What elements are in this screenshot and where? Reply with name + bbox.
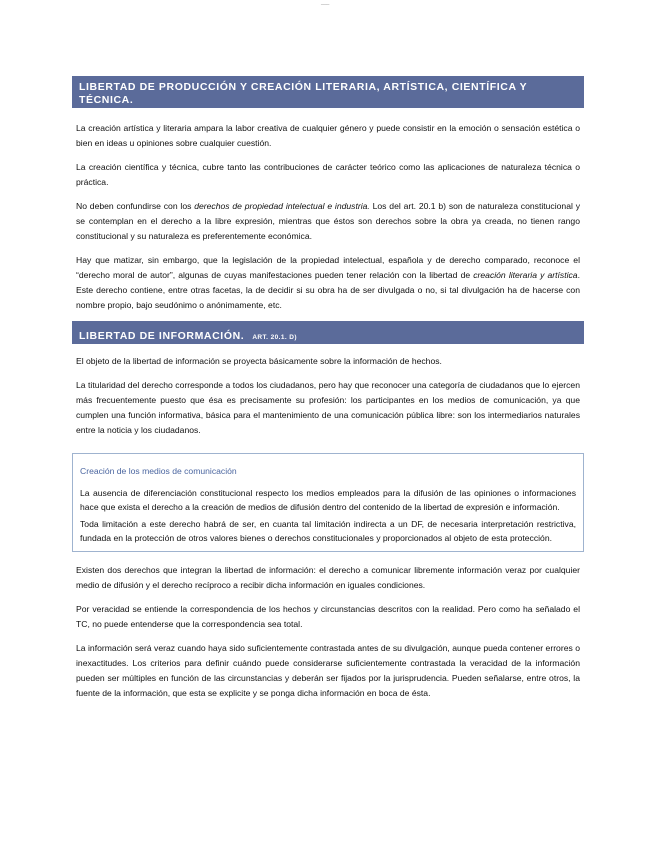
paragraph: Hay que matizar, sin embargo, que la legislación de la propiedad intelectual, española y de derecho comparado, reconoce el “derecho moral de autor”, algunas de cuyas manifestaciones pueden tener relación con la libertad de creación literaria y artística. Este derecho contiene, entre otras facetas, la de decidir si su obra ha de ser divulgada o no, si tal divulgación ha de hacerse con nombre propio, bajo seudónimo o anónimamente, etc. bbox=[76, 255, 580, 310]
paragraph: La información será veraz cuando haya sido suficientemente contrastada antes de su divulgación, aunque pueda contener errores o inexactitudes. Los criterios para definir cuándo puede considerarse suficientemente contrastada la veracidad de la información pueden ser múltiples en función de las circunstancias y deberán ser fijados por la jurisprudencia. Pueden señalarse, entre otros, la fuente de la información, que esta se explicite y se ponga dicha información en boca de ésta. bbox=[76, 643, 580, 698]
paragraph: La creación artística y literaria ampara la labor creativa de cualquier género y puede consistir en la emoción o sensación estética o bien en ideas u opiniones sobre cualquier cuestión. bbox=[76, 123, 580, 148]
box-title: Creación de los medios de comunicación bbox=[80, 466, 237, 476]
paragraph: Por veracidad se entiende la correspondencia de los hechos y circunstancias descritos con la realidad. Pero como ha señalado el TC, no puede entenderse que la correspondencia sea total. bbox=[76, 604, 580, 629]
paragraph: Existen dos derechos que integran la libertad de información: el derecho a comunicar libremente información veraz por cualquier medio de difusión y el derecho recíproco a recibir dicha información en iguales condiciones. bbox=[76, 565, 580, 590]
sidebar-box bbox=[72, 453, 584, 552]
section-title: LIBERTAD DE PRODUCCIÓN Y CREACIÓN LITERARIA, ARTÍSTICA, CIENTÍFICA Y TÉCNICA. bbox=[79, 81, 527, 106]
paragraph: El objeto de la libertad de información se proyecta básicamente sobre la información de hechos. bbox=[76, 356, 442, 366]
emphasis: creación literaria y artística bbox=[473, 270, 578, 280]
emphasis: derechos de propiedad intelectual e industria. bbox=[194, 201, 370, 211]
paragraph: La titularidad del derecho corresponde a todos los ciudadanos, pero hay que reconocer una categoría de ciudadanos que lo ejercen más frecuentemente puesto que ésa es precisamente su profesión: los participantes en los medios de comunicación, ya que cumplen una función informativa, básica para el mantenimiento de una comunicación pública libre: son los intermediarios naturales entre la noticia y los ciudadanos. bbox=[76, 380, 580, 435]
paragraph: La ausencia de diferenciación constitucional respecto los medios empleados para la difusión de las opiniones o informaciones hace que exista el derecho a la creación de medios de difusión dentro del contenido de la libertad de expresión e información. bbox=[80, 488, 576, 512]
section-title: LIBERTAD DE INFORMACIÓN. bbox=[79, 330, 245, 342]
document-page bbox=[72, 76, 584, 701]
section-article-ref: ART. 20.1. B) bbox=[79, 108, 124, 115]
paragraph: La creación científica y técnica, cubre tanto las contribuciones de carácter teórico como las aplicaciones de naturaleza técnica o práctica. bbox=[76, 162, 580, 187]
section-heading-information bbox=[72, 321, 584, 344]
section-heading-creation bbox=[72, 76, 584, 115]
header-mark: ___ bbox=[321, 0, 330, 6]
paragraph: Toda limitación a este derecho habrá de ser, en cuanta tal limitación indirecta a un DF, de necesaria interpretación restrictiva, fundada en la protección de otros valores bienes o derechos constitucionales y proporcionados al objeto de esta protección. bbox=[80, 519, 576, 543]
section-article-ref: ART. 20.1. D) bbox=[252, 334, 297, 341]
paragraph: No deben confundirse con los derechos de propiedad intelectual e industria. Los del art. 20.1 b) son de naturaleza constitucional y se contemplan en el derecho a la libre expresión, mientras que éstos son derechos sobre la obra ya creada, no tienen rango constitucional y su naturaleza es preferentemente económica. bbox=[76, 201, 580, 241]
